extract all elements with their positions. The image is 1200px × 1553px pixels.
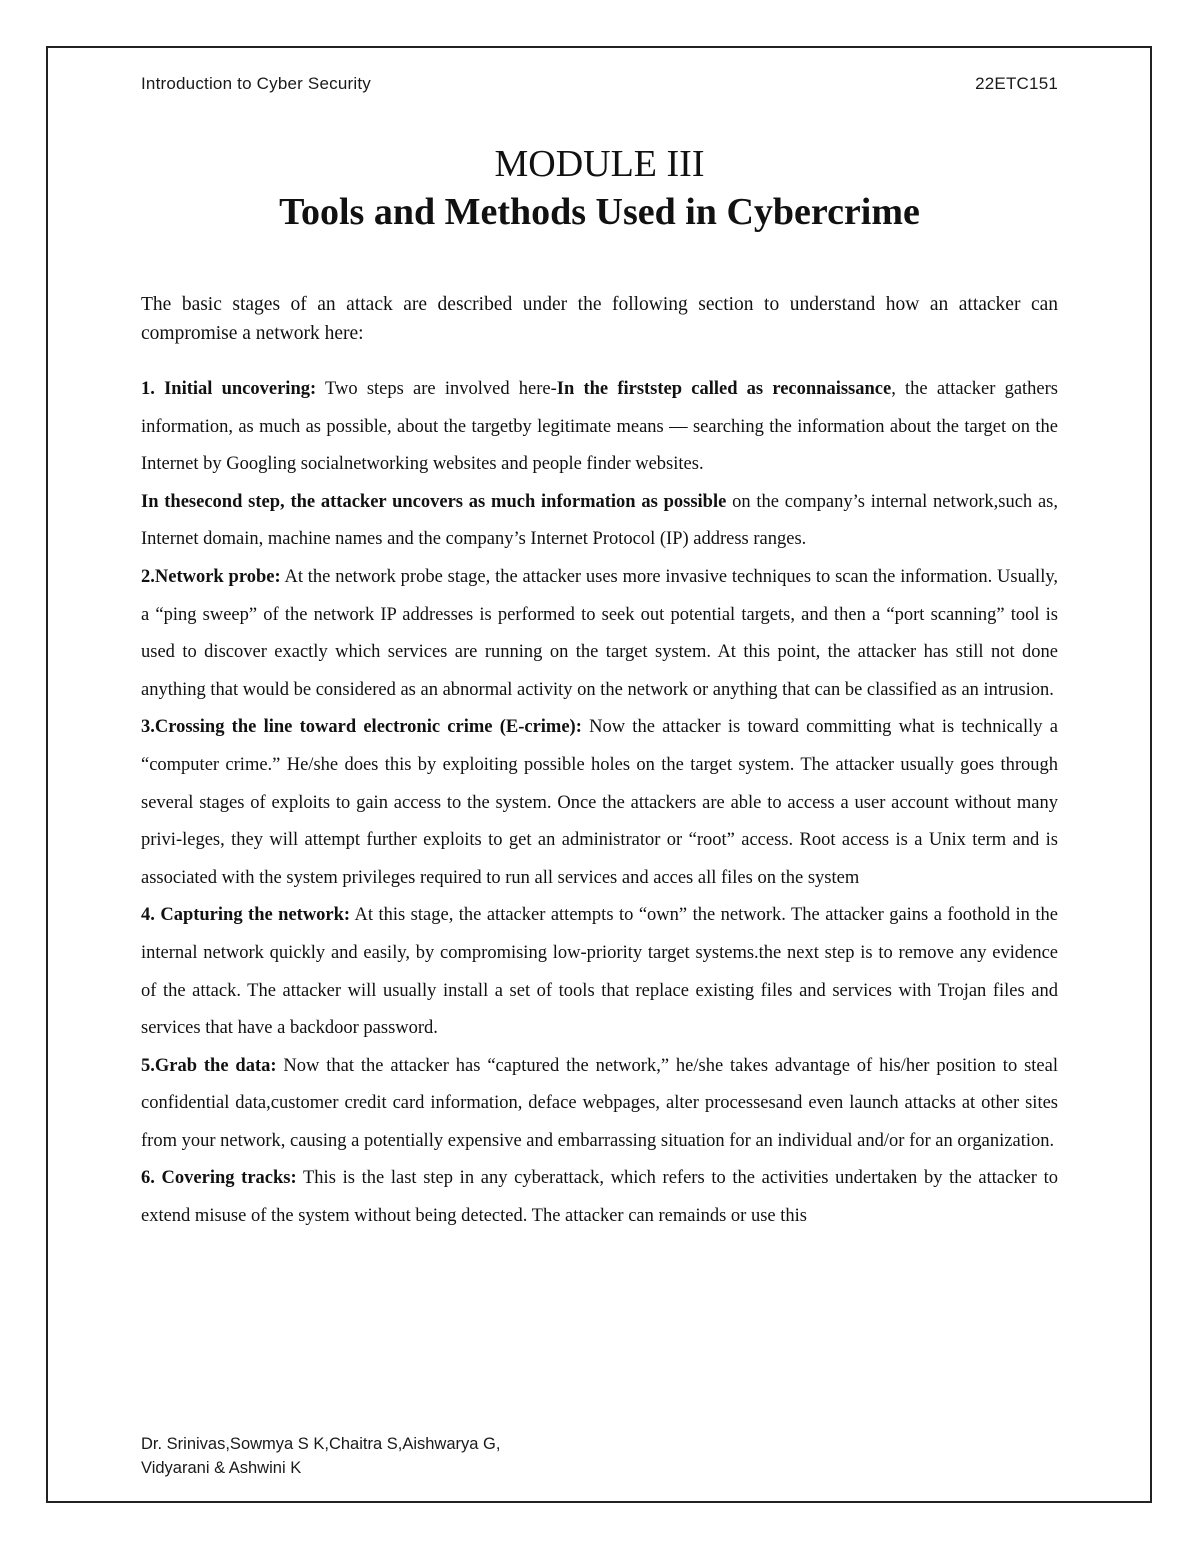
stage-6-label: 6. Covering tracks:: [141, 1168, 297, 1189]
stage-1b-text: on the company’s internal network,such as, Internet domain, machine names and the company’s Internet Protocol (IP) address ranges.: [141, 491, 1058, 550]
footer-authors-line-1: Dr. Srinivas,Sowmya S K,Chaitra S,Aishwarya G,: [141, 1435, 501, 1453]
stage-3-paragraph: [141, 709, 1058, 897]
attack-stages-body: [141, 371, 1058, 1236]
stage-3-label: 3.Crossing the line toward electronic crime (E-crime):: [141, 717, 582, 738]
course-code: 22ETC151: [975, 74, 1058, 93]
stage-6-paragraph: [141, 1160, 1058, 1235]
page-footer: [141, 1432, 500, 1480]
title-block: [141, 140, 1058, 236]
stage-1b-paragraph: [141, 484, 1058, 559]
stage-3-text: Now the attacker is toward committing what is technically a “computer crime.” He/she does this by exploiting possible holes on the target system. The attacker usually goes through several stages of exploits to gain access to the system. Once the attackers are able to access a user account without many privi-leges, they will attempt further exploits to get an administrator or “root” access. Root access is a Unix term and is associated with the system privileges required to run all services and acces all files on the system: [141, 717, 1058, 888]
stage-5-label: 5.Grab the data:: [141, 1055, 277, 1076]
intro-paragraph: The basic stages of an attack are described under the following section to understand how an attacker can compromise a network here:: [141, 294, 1058, 344]
stage-1b-bold: In thesecond step, the attacker uncovers as much information as possible: [141, 491, 727, 512]
stage-6-text: This is the last step in any cyberattack, which refers to the activities undertaken by the attacker to extend misuse of the system without being detected. The attacker can remainds or use this: [141, 1168, 1058, 1227]
stage-2-paragraph: [141, 559, 1058, 709]
stage-1-text-b: , the attacker gathers information, as much as possible, about the targetby legitimate means — searching the information about the target on the Internet by Googling socialnetworking websites and people finder websites.: [141, 379, 1059, 475]
stage-2-text: At the network probe stage, the attacker uses more invasive techniques to scan the information. Usually, a “ping sweep” of the network IP addresses is performed to seek out potential targets, and then a “port scanning” tool is used to discover exactly which services are running on the target system. At this point, the attacker has still not done anything that would be considered as an abnormal activity on the network or anything that can be classified as an intrusion.: [141, 566, 1059, 700]
page-header: [141, 74, 1058, 98]
stage-4-text: At this stage, the attacker attempts to “own” the network. The attacker gains a foothold in the internal network quickly and easily, by compromising low-priority target systems.the next step is to remove any evidence of the attack. The attacker will usually install a set of tools that replace existing files and services with Trojan files and services that have a backdoor password.: [141, 905, 1058, 1039]
stage-5-text: Now that the attacker has “captured the network,” he/she takes advantage of his/her position to steal confidential data,customer credit card information, deface webpages, alter processesand even launch attacks at other sites from your network, causing a potentially expensive and embarrassing situation for an individual and/or for an organization.: [141, 1055, 1058, 1151]
stage-4-paragraph: [141, 897, 1058, 1047]
stage-1-bold: In the firststep called as reconnaissance: [556, 379, 892, 399]
stage-4-label: 4. Capturing the network:: [141, 905, 351, 926]
page-title: Tools and Methods Used in Cybercrime: [279, 191, 920, 233]
stage-5-paragraph: [141, 1048, 1058, 1161]
stage-1-paragraph: [141, 371, 1058, 484]
stage-2-label: 2.Network probe:: [141, 566, 281, 587]
course-title: Introduction to Cyber Security: [141, 74, 371, 93]
footer-authors-line-2: Vidyarani & Ashwini K: [141, 1459, 302, 1477]
stage-1-label: 1. Initial uncovering:: [141, 379, 317, 399]
module-title: MODULE III: [494, 143, 705, 185]
stage-1-text-a: Two steps are involved here-: [316, 379, 557, 399]
